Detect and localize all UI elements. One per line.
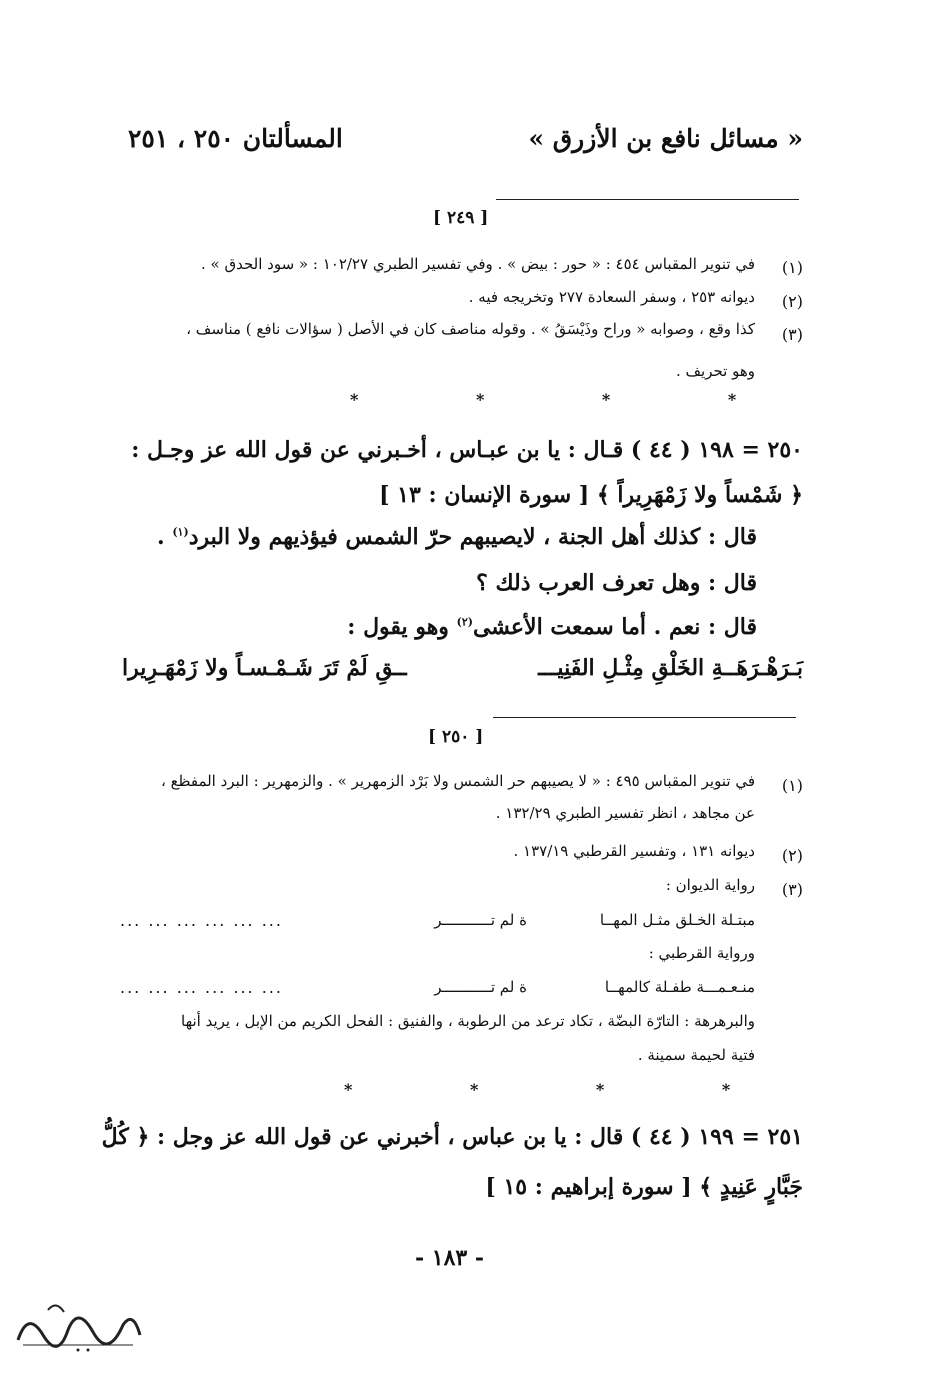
variant-verse-left: ة لم تـــــــــــر xyxy=(434,978,527,996)
footnote-rule xyxy=(496,199,799,200)
quran-quote: ﴿ شَمْساً ولا زَمْهَرِيراً ﴾ [ سورة الإنسان : ١٣ ] xyxy=(379,482,803,508)
answer-text: قال : كذلك أهل الجنة ، لايصيبهم حرّ الشمس فيؤذيهم ولا البرد xyxy=(188,524,757,550)
note-number: (٢) xyxy=(781,292,803,311)
answer-text: وهو يقول : xyxy=(347,614,457,640)
quran-quote: جَبَّارٍ عَنِيدٍ ﴾ [ سورة إبراهيم : ١٥ ] xyxy=(485,1174,803,1200)
footnote-ref: (٢) xyxy=(456,615,473,629)
answer-line xyxy=(157,524,757,550)
note-marker-249: [ ٢٤٩ ] xyxy=(433,208,489,228)
note-text: كذا وقع ، وصوابه « وراح وذَيْسَقُ » . وقوله مناصف كان في الأصل ( سؤالات نافع ) مناسف ، xyxy=(186,320,755,338)
verse-hemistich-right: بَـرَهْـرَهَــةِ الخَلْقِ مِثْـلِ الفَنِيـــ xyxy=(538,655,803,681)
note-marker-250: [ ٢٥٠ ] xyxy=(428,727,484,747)
ellipsis: ... ... ... ... ... ... xyxy=(120,911,283,930)
question-line: قال : وهل تعرف العرب ذلك ؟ xyxy=(476,570,757,596)
footnote-rule xyxy=(493,717,796,718)
section-separator: * * * * xyxy=(344,1080,787,1099)
note-text: رواية الديوان : xyxy=(665,876,755,894)
note-text: ديوانه ١٣١ ، وتفسير القرطبي ١٣٧/١٩ . xyxy=(513,842,755,860)
stamp-calligraphy-icon xyxy=(8,1290,148,1360)
section-separator: * * * * xyxy=(350,390,793,409)
page-number: - ١٨٣ - xyxy=(415,1245,485,1271)
note-number: (١) xyxy=(781,776,803,795)
verse-hemistich-left: ــقِ لَمْ تَرَ شَـمْـسـاً ولا زَمْهَـرِيرا xyxy=(122,655,407,681)
footnote-ref: (١) xyxy=(172,525,189,539)
issue-numbers: المسألتان ٢٥٠ ، ٢٥١ xyxy=(128,124,343,153)
note-text-continued: وهو تحريف . xyxy=(675,362,755,380)
variant-verse-left: ة لم تـــــــــــر xyxy=(434,911,527,929)
note-text: ديوانه ٢٥٣ ، وسفر السعادة ٢٧٧ وتخريجه فيه . xyxy=(468,288,755,306)
note-number: (٣) xyxy=(781,880,803,899)
question-251-line: ٢٥١ = ١٩٩ ( ٤٤ ) قال : يا بن عباس ، أخبرني عن قول الله عز وجل : ﴿ كُلُّ xyxy=(101,1124,803,1150)
note-number: (٢) xyxy=(781,846,803,865)
note-gloss: والبرهرهة : التارّة البضّة ، تكاد ترعد من الرطوبة ، والفنيق : الفحل الكريم من الإبل ، يريد أنها xyxy=(181,1012,755,1030)
note-number: (١) xyxy=(781,258,803,277)
note-gloss-continued: فتية لحيمة سمينة . xyxy=(637,1046,755,1064)
variant-verse-right: مبتـلة الخـلق مثـل المهــا xyxy=(599,911,755,929)
answer-line xyxy=(347,614,757,640)
running-title: « مسائل نافع بن الأزرق » xyxy=(528,124,803,153)
note-text: في تنوير المقباس ٤٥٤ : « حور : بيض » . وفي تفسير الطبري ١٠٢/٢٧ : « سود الحدق » . xyxy=(200,255,755,273)
variant-verse-right: منـعـمـــة طفـلة كالمهــا xyxy=(604,978,755,996)
note-text-continued: عن مجاهد ، انظر تفسير الطبري ١٣٢/٢٩ . xyxy=(495,804,755,822)
note-text: في تنوير المقباس ٤٩٥ : « لا يصيبهم حر الشمس ولا بَرْد الزمهرير » . والزمهرير : البرد المفظع ، xyxy=(160,772,755,790)
note-number: (٣) xyxy=(781,325,803,344)
answer-text: قال : نعم . أما سمعت الأعشى xyxy=(472,614,757,640)
ellipsis: ... ... ... ... ... ... xyxy=(120,978,283,997)
library-stamp-logo xyxy=(8,1290,148,1360)
answer-end: . xyxy=(157,524,173,550)
question-250-line: ٢٥٠ = ١٩٨ ( ٤٤ ) قـال : يا بن عبـاس ، أخـبرني عن قول الله عز وجـل : xyxy=(131,437,803,463)
note-text: ورواية القرطبي : xyxy=(648,944,755,962)
